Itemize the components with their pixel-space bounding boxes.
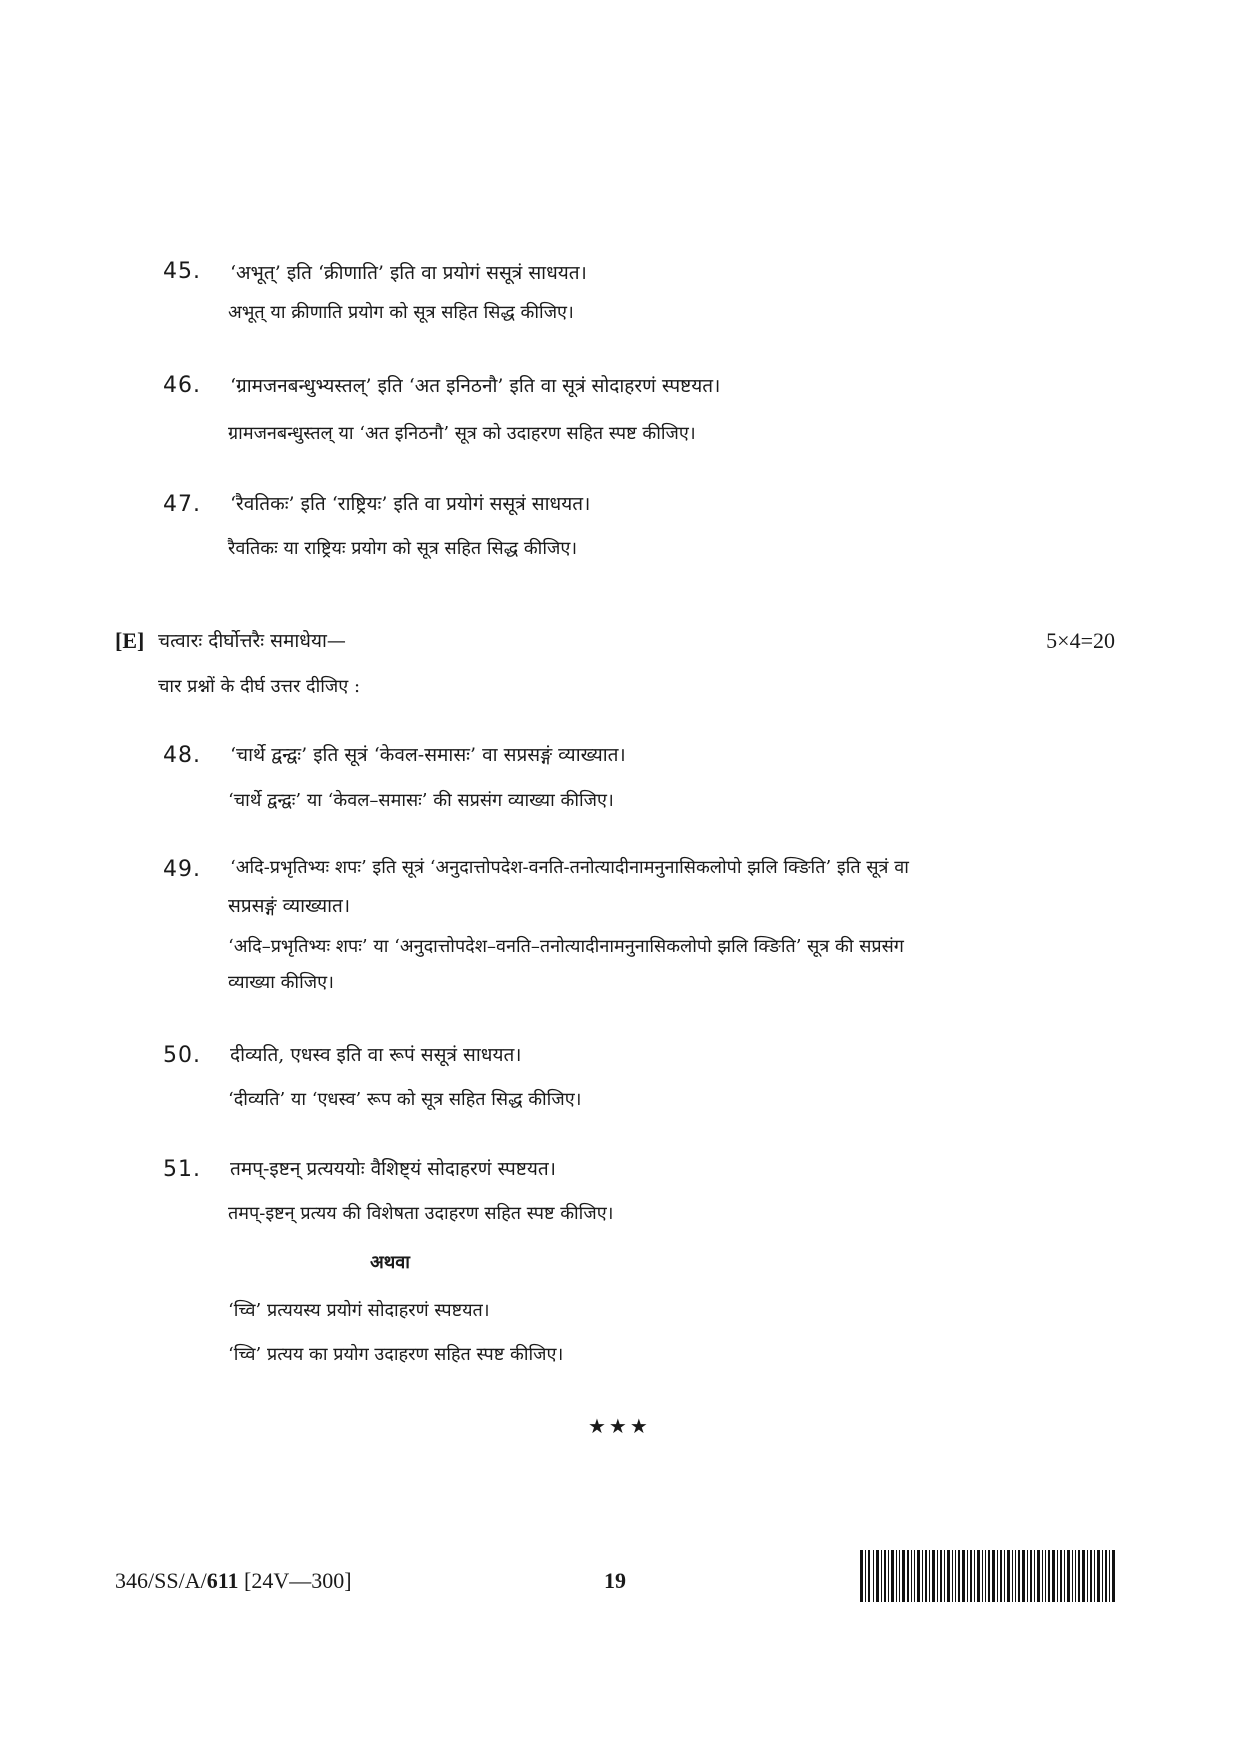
- question-text-hindi: अभूत् या क्रीणाति प्रयोग को सूत्र सहित सिद्ध कीजिए।: [228, 302, 574, 323]
- question-text-sanskrit: दीव्यति, एधस्व इति वा रूपं ससूत्रं साधयत।: [230, 1044, 522, 1066]
- paper-code-suffix: [24V—300]: [238, 1568, 352, 1593]
- end-of-paper-stars: ★★★: [588, 1414, 651, 1438]
- question-number: 46.: [163, 373, 201, 398]
- question-text-hindi: ‘अदि–प्रभृतिभ्यः शपः’ या ‘अनुदात्तोपदेश–वनति–तनोत्यादीनामनुनासिकलोपो झलि क्ङिति’ सूत्र की सप्रसंग: [228, 936, 904, 957]
- paper-code-number: 611: [206, 1568, 239, 1593]
- question-text-hindi: ‘चार्थे द्वन्द्वः’ या ‘केवल–समासः’ की सप्रसंग व्याख्या कीजिए।: [228, 790, 614, 811]
- paper-code: [115, 1568, 352, 1594]
- question-number: 49.: [163, 857, 201, 882]
- question-text-hindi: तमप्-इष्टन् प्रत्यय की विशेषता उदाहरण सहित स्पष्ट कीजिए।: [228, 1203, 614, 1224]
- question-number: 48.: [163, 743, 201, 768]
- section-instruction-hindi: चार प्रश्नों के दीर्घ उत्तर दीजिए :: [158, 676, 361, 697]
- question-text-sanskrit: ‘अभूत्’ इति ‘क्रीणाति’ इति वा प्रयोगं ससूत्रं साधयत।: [230, 262, 587, 284]
- or-label: अथवा: [370, 1252, 410, 1273]
- section-label: [E]: [115, 628, 145, 653]
- barcode-image: [860, 1550, 1115, 1602]
- section-instruction-sanskrit: चत्वारः दीर्घोत्तरैः समाधेया—: [158, 630, 346, 652]
- paper-code-prefix: 346/SS/A/: [115, 1568, 207, 1593]
- section-marks: 5×4=20: [1046, 628, 1115, 653]
- alternative-question-hindi: ‘च्वि’ प्रत्यय का प्रयोग उदाहरण सहित स्पष्ट कीजिए।: [228, 1344, 564, 1365]
- question-text-hindi-cont: व्याख्या कीजिए।: [228, 972, 334, 993]
- question-text-sanskrit: ‘चार्थे द्वन्द्वः’ इति सूत्रं ‘केवल-समासः’ वा सप्रसङ्गं व्याख्यात।: [230, 744, 626, 766]
- question-number: 50.: [163, 1043, 201, 1068]
- question-text-sanskrit-cont: सप्रसङ्गं व्याख्यात।: [228, 895, 351, 917]
- question-text-hindi: ग्रामजनबन्धुस्तल् या ‘अत इनिठनौ’ सूत्र को उदाहरण सहित स्पष्ट कीजिए।: [228, 423, 696, 444]
- question-number: 51.: [163, 1157, 201, 1182]
- question-text-sanskrit: ‘रैवतिकः’ इति ‘राष्ट्रियः’ इति वा प्रयोगं ससूत्रं साधयत।: [230, 493, 591, 515]
- question-text-sanskrit: तमप्-इष्टन् प्रत्यययोः वैशिष्ट्यं सोदाहरणं स्पष्टयत।: [230, 1158, 556, 1180]
- question-text-hindi: ‘दीव्यति’ या ‘एधस्व’ रूप को सूत्र सहित सिद्ध कीजिए।: [228, 1089, 582, 1110]
- question-number: 47.: [163, 492, 201, 517]
- alternative-question-sanskrit: ‘च्वि’ प्रत्ययस्य प्रयोगं सोदाहरणं स्पष्टयत।: [228, 1300, 490, 1321]
- page-number: 19: [604, 1568, 626, 1593]
- question-text-sanskrit: ‘अदि-प्रभृतिभ्यः शपः’ इति सूत्रं ‘अनुदात्तोपदेश-वनति-तनोत्यादीनामनुनासिकलोपो झलि क्ङिति’ इति सूत्रं वा: [230, 857, 909, 878]
- question-text-sanskrit: ‘ग्रामजनबन्धुभ्यस्तल्’ इति ‘अत इनिठनौ’ इति वा सूत्रं सोदाहरणं स्पष्टयत।: [230, 375, 721, 397]
- question-number: 45.: [163, 259, 201, 284]
- question-text-hindi: रैवतिकः या राष्ट्रियः प्रयोग को सूत्र सहित सिद्ध कीजिए।: [228, 538, 578, 559]
